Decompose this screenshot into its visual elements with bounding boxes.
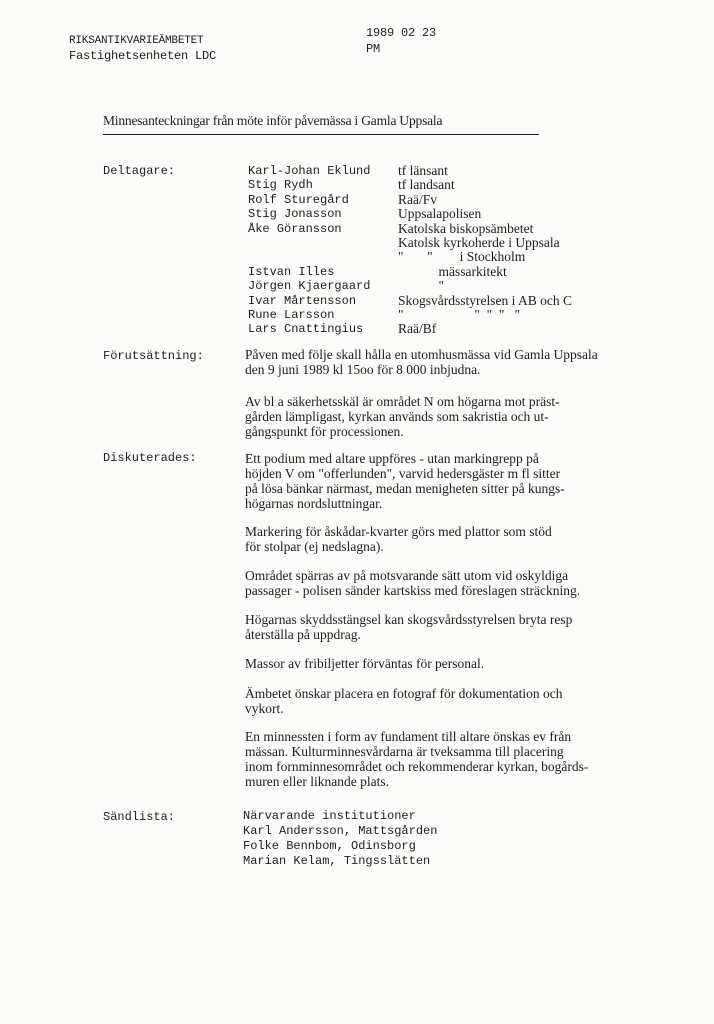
participant-name: Ivar Mårtensson [248,293,357,308]
text-line: Högarnas skyddsstängsel kan skogsvårdsstyrelsen bryta resp [245,612,573,627]
org-department: Fastighetsenheten LDC [69,49,217,63]
text-line: Markering för åskådar-kvarter görs med plattor som stöd [245,524,552,539]
participant-role: Raä/Fv [398,191,437,207]
participant-role: Uppsalapolisen [398,206,482,222]
discussed-label: Diskuterades: [103,451,197,465]
participant-name: Stig Rydh [248,178,313,193]
text-line: för stolpar (ej nedslagna). [245,539,384,554]
participant-name: Karl-Johan Eklund [248,164,371,178]
participant-name: Stig Jonasson [248,207,342,222]
title-underline [103,134,539,135]
participant-name: Åke Göransson [248,221,342,236]
distribution-item: Marian Kelam, Tingsslätten [243,854,431,868]
participant-name: Rune Larsson [248,307,335,322]
participant-name: Jörgen Kjaergaard [248,279,371,294]
text-line: Området spärras av på motsvarande sätt utom vid oskyldiga [245,568,569,583]
text-line: Massor av fribiljetter förväntas för personal. [245,656,485,671]
text-line: vykort. [245,701,284,716]
discussion-paragraph [245,568,714,598]
participant-name [248,250,370,264]
text-line: Ämbetet önskar placera en fotograf för dokumentation och [245,686,563,701]
discussion-paragraph [245,524,714,554]
participant-name: Lars Cnattingius [248,322,364,337]
text-line: passager - polisen sänder kartskiss med föreslagen sträckning. [245,583,581,598]
distribution-item: Närvarande institutioner [243,809,416,823]
text-line: på lösa bänkar närmast, medan menigheten sitter på kungs- [245,481,565,496]
text-line: gården lämpligast, kyrkan används som sakristia och ut- [245,409,549,424]
text-line: Ett podium med altare uppföres - utan markingrepp på [245,451,539,466]
premise-paragraph [245,394,714,439]
participant-name [248,236,370,250]
text-line: gångspunkt för processionen. [245,424,404,439]
participant-name: Istvan Illes [248,264,335,279]
distribution-label: Sändlista: [103,810,176,824]
participant-name: Rolf Sturegård [248,192,349,207]
premise-paragraph [245,347,714,377]
participant-roles [398,164,572,337]
text-line: högarnas nordsluttningar. [245,496,383,511]
discussion-paragraph [245,612,714,642]
discussion-paragraph [245,451,714,511]
document-title: Minnesanteckningar från möte inför påvemässa i Gamla Uppsala [103,113,443,128]
participant-role: tf länsant [398,163,448,178]
discussion-paragraph [245,686,714,716]
distribution-item: Folke Bennbom, Odinsborg [243,839,416,853]
text-line: Av bl a säkerhetsskäl är området N om högarna mot präst- [245,394,560,409]
participant-role: tf landsant [398,177,455,193]
participant-role: mässarkitekt [398,263,507,279]
participant-role: " " i Stockholm [398,249,526,265]
text-line: återställa på uppdrag. [245,627,361,642]
participant-role: Katolska biskopsämbetet [398,220,534,236]
text-line: En minnessten i form av fundament till altare önskas ev från [245,729,572,744]
distribution-item: Karl Andersson, Mattsgården [243,824,438,838]
text-line: inom fornminnesområdet och rekommenderar kyrkan, bogårds- [245,759,589,774]
participant-role: " [398,278,445,294]
participant-role: Katolsk kyrkoherde i Uppsala [398,234,560,250]
discussion-paragraph [245,656,714,671]
participant-names [248,164,370,337]
org-name: RIKSANTIKVARIEÄMBETET [69,35,204,47]
participant-role: " " " " " [398,306,521,322]
author-initials: PM [366,42,381,56]
text-line: den 9 juni 1989 kl 15oo för 8 000 inbjudna. [245,362,481,377]
discussion-paragraph [245,729,714,789]
text-line: Påven med följe skall hålla en utomhusmässa vid Gamla Uppsala [245,347,598,362]
participant-role: Raä/Bf [398,321,437,337]
participants-label: Deltagare: [103,164,176,178]
text-line: muren eller liknande plats. [245,774,389,789]
document-date: 1989 02 23 [366,26,437,40]
premise-label: Förutsättning: [103,349,204,363]
distribution-list [243,809,437,869]
text-line: höjden V om "offerlunden", varvid hedersgäster m fl sitter [245,466,561,481]
text-line: mässan. Kulturminnesvårdarna är tveksamma till placering [245,744,564,759]
participant-role: Skogsvårdsstyrelsen i AB och C [398,292,572,308]
